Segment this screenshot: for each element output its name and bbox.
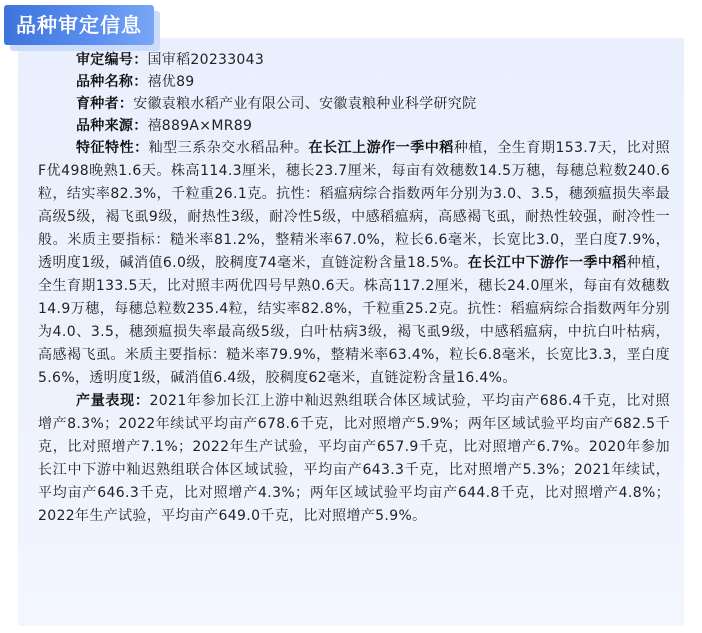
traits-label: 特征特性： bbox=[76, 140, 149, 156]
variety-source-label: 品种来源： bbox=[76, 118, 148, 134]
traits-text-1: 籼型三系杂交水稻品种。 bbox=[148, 140, 309, 156]
yield-text: 2021年参加长江上游中籼迟熟组联合体区域试验，平均亩产686.4千克，比对照增产8.3%；2022年续试平均亩产678.6千克，比对照增产5.9%；两年区域试验平均亩产682.5千克，比对照增产7.1%；2022年生产试验，平均亩产657.9千克，比对照增产6.7%。2020年参加长江中下游中籼迟熟组联合体区域试验，平均亩产643.3千克，比对照增产5.3%；2021年续试，平均亩产646.3千克，比对照增产4.3%；两年区域试验平均亩产644.8千克，比对照增产4.8%；2022年生产试验，平均亩产649.0千克，比对照增产5.9%。 bbox=[38, 393, 671, 524]
variety-source-value: 禧889A×MR89 bbox=[147, 118, 253, 134]
breeder-label: 育种者： bbox=[76, 96, 134, 112]
yield-label: 产量表现： bbox=[76, 393, 150, 409]
approval-number-label: 审定编号： bbox=[76, 52, 148, 68]
variety-name-label: 品种名称： bbox=[76, 74, 148, 90]
traits-text-3: 种植，全生育期133.5天，比对照丰两优四号早熟0.6天。株高117.2厘米，穗长24.0厘米，每亩有效穗数14.9万穗，每穗总粒数235.4粒，结实率82.8%，千粒重25.2克。抗性：稻瘟病综合指数两年分别为4.0、3.5，穗颈瘟损失率最高级5级，白叶枯病3级，褐飞虱9级，中感稻瘟病，中抗白叶枯病，高感褐飞虱。米质主要指标：糙米率79.9%，整精米率63.4%，粒长6.8毫米，长宽比3.3，垩白度5.6%，透明度1级，碱消值6.4级，胶稠度62毫米，直链淀粉含量16.4%。 bbox=[38, 255, 670, 386]
section-title: 品种审定信息 bbox=[4, 5, 154, 45]
variety-name-row bbox=[38, 71, 670, 93]
breeder-row bbox=[38, 93, 670, 115]
breeder-value: 安徽袁粮水稻产业有限公司、安徽袁粮种业科学研究院 bbox=[133, 96, 477, 112]
yield-paragraph bbox=[38, 390, 670, 528]
traits-highlight-mid-lower-yangtze: 在长江中下游作一季中稻 bbox=[467, 255, 627, 271]
traits-highlight-upper-yangtze: 在长江上游作一季中稻 bbox=[308, 140, 454, 156]
approval-number-row bbox=[38, 49, 670, 71]
variety-name-value: 禧优89 bbox=[147, 74, 195, 90]
approval-number-value: 国审稻20233043 bbox=[147, 52, 265, 68]
traits-paragraph bbox=[38, 137, 670, 390]
traits-text-2: 种植，全生育期153.7天，比对照F优498晚熟1.6天。株高114.3厘米，穗长23.7厘米，每亩有效穗数14.5万穗，每穗总粒数240.6粒，结实率82.3%，千粒重26.1克。抗性：稻瘟病综合指数两年分别为3.0、3.5，穗颈瘟损失率最高级5级，褐飞虱9级，耐热性3级，耐冷性5级，中感稻瘟病，高感褐飞虱，耐热性较强，耐冷性一般。米质主要指标：糙米率81.2%，整精米率67.0%，粒长6.6毫米，长宽比3.0，垩白度7.9%，透明度1级，碱消值6.0级，胶稠度74毫米，直链淀粉含量18.5%。 bbox=[38, 140, 671, 271]
variety-info-panel bbox=[18, 38, 684, 626]
variety-source-row bbox=[38, 115, 670, 137]
